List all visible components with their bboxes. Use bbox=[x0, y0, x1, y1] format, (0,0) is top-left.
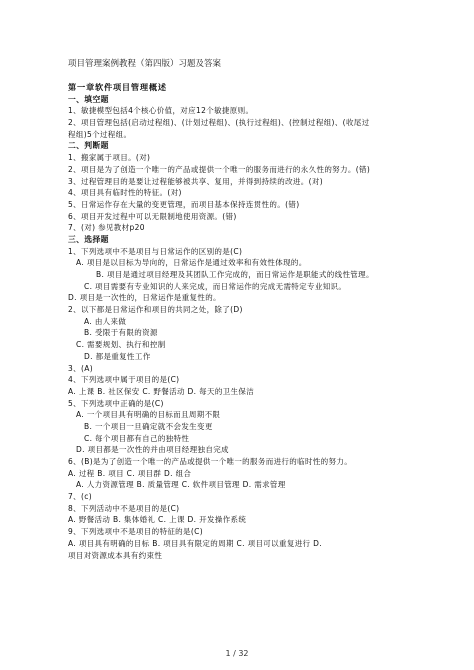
option-line: A. 项目是以目标为导向的，日常运作是通过效率和有效性体现的。 bbox=[76, 258, 307, 268]
option-line: A. 野餐活动 B. 集体婚礼 C. 上课 D. 开发操作系统 bbox=[68, 515, 247, 525]
document-body bbox=[68, 82, 448, 561]
question-line: 2、项目是为了创造一个唯一的产品或提供一个唯一的服务而进行的永久性的努力。(错) bbox=[68, 164, 371, 174]
question-line: 2、以下都是日常运作和项目的共同之处，除了(D) bbox=[68, 305, 243, 315]
option-line: D. 都是重复性工作 bbox=[84, 351, 151, 361]
question-line: 3、过程管理目的是要让过程能够被共享、复用，并得到持续的改进。(对) bbox=[68, 176, 324, 186]
question-line: 1、敏捷模型包括4个核心价值，对应12个敏捷原则。 bbox=[68, 106, 254, 116]
option-line: 项目对资源成本具有约束性 bbox=[68, 550, 163, 560]
question-line: 2、项目管理包括(启动过程组)、(计划过程组)、(执行过程组)、(控制过程组)、(收尾过 bbox=[68, 118, 370, 128]
option-line: A. 由人来做 bbox=[84, 316, 127, 326]
option-line: B. 一个项目一旦确定就不会发生变更 bbox=[84, 421, 213, 431]
option-line: B. 受限于有限的资源 bbox=[84, 328, 158, 338]
question-line: 9、下列选项中不是项目的特征的是(C) bbox=[68, 527, 204, 537]
option-line: C. 每个项目都有自己的独特性 bbox=[84, 433, 190, 443]
option-line: A. 人力资源管理 B. 质量管理 C. 软件项目管理 D. 需求管理 bbox=[76, 480, 286, 490]
section-heading-fill: 一、填空题 bbox=[68, 94, 109, 104]
question-line: 1、搬家属于项目。(对) bbox=[68, 153, 151, 163]
option-line: A. 项目具有明确的目标 B. 项目具有限定的周期 C. 项目可以重复进行 D. bbox=[68, 538, 322, 548]
question-line: 8、下列活动中不是项目的是(C) bbox=[68, 503, 180, 513]
option-line: D. 项目都是一次性的并由项目经理独自完成 bbox=[76, 445, 229, 455]
option-line: A. 上课 B. 社区保安 C. 野餐活动 D. 每天的卫生保洁 bbox=[68, 386, 255, 396]
option-line: C. 项目需要有专业知识的人来完成，而日常运作的完成无需特定专业知识。 bbox=[84, 281, 347, 291]
page-number: 1 / 32 bbox=[225, 649, 249, 658]
section-heading-judge: 二、判断题 bbox=[68, 141, 109, 151]
option-line: A. 过程 B. 项目 C. 项目群 D. 组合 bbox=[68, 468, 192, 478]
option-line: B. 项目是通过项目经理及其团队工作完成的，而日常运作是职能式的线性管理。 bbox=[96, 270, 374, 279]
question-line: 1、下列选项中不是项目与日常运作的区别的是(C) bbox=[68, 246, 243, 256]
question-line: 7、(对) 参见教材p20 bbox=[68, 223, 145, 233]
option-line: D. 项目是一次性的，日常运作是重复性的。 bbox=[68, 293, 221, 303]
question-line: 7、(c) bbox=[68, 492, 92, 502]
document-title: 项目管理案例教程（第四版）习题及答案 bbox=[68, 59, 222, 69]
question-line: 6、(B)是为了创造一个唯一的产品或提供一个唯一的服务而进行的临时性的努力。 bbox=[68, 457, 353, 466]
chapter-heading: 第一章软件项目管理概述 bbox=[68, 82, 167, 92]
option-line: C. 需要规划、执行和控制 bbox=[76, 340, 166, 350]
question-line: 5、日常运作存在大量的变更管理，而项目基本保持连贯性的。(错) bbox=[68, 199, 300, 209]
section-heading-choice: 三、选择题 bbox=[68, 234, 109, 244]
question-line: 4、下列选项中属于项目的是(C) bbox=[68, 375, 180, 385]
option-line: A. 一个项目具有明确的目标而且周期不限 bbox=[76, 410, 221, 420]
question-line: 3、(A) bbox=[68, 363, 94, 373]
question-line: 4、项目具有临时性的特征。(对) bbox=[68, 188, 182, 198]
question-line: 程组)5个过程组。 bbox=[68, 129, 132, 139]
question-line: 5、下列选项中正确的是(C) bbox=[68, 398, 164, 408]
question-line: 6、项目开发过程中可以无限制地使用资源。(错) bbox=[68, 211, 237, 221]
